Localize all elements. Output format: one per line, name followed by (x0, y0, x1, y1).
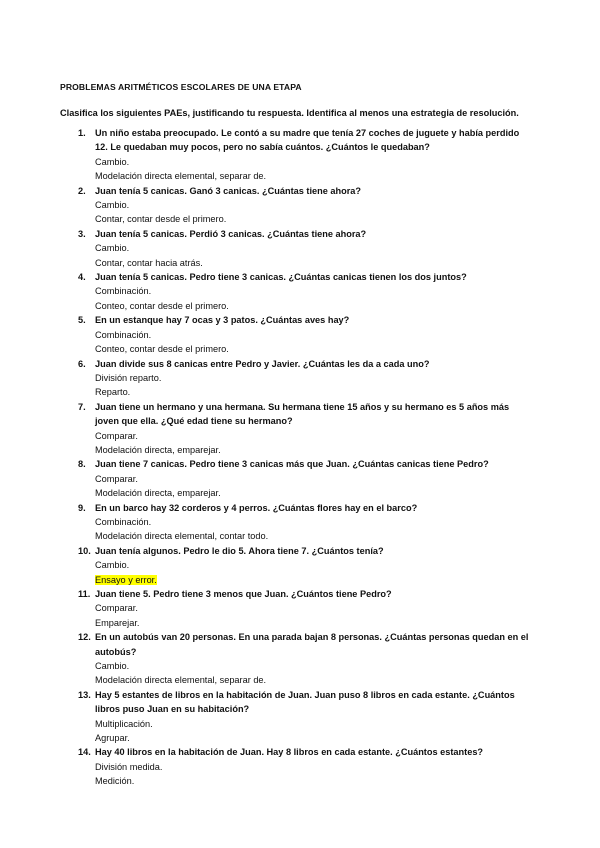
problem-type: Comparar. (95, 473, 138, 484)
problem-item (60, 357, 530, 400)
problem-question: En un autobús van 20 personas. En una parada bajan 8 personas. ¿Cuántas personas quedan en el autobús? (95, 632, 529, 657)
problem-strategy (95, 256, 530, 270)
problem-number: 2. (78, 185, 86, 196)
problem-question: Hay 40 libros en la habitación de Juan. Hay 8 libros en cada estante. ¿Cuántos estantes? (95, 747, 484, 758)
problem-item (60, 630, 530, 688)
problem-strategy (95, 486, 530, 500)
problem-strategy-text: Modelación directa elemental, separar de. (95, 171, 267, 182)
problem-strategy (95, 616, 530, 630)
problem-item (60, 745, 530, 788)
problem-strategy-text: Agrupar. (95, 733, 130, 744)
problem-strategy-text: Contar, contar desde el primero. (95, 214, 227, 225)
problem-strategy-text: Conteo, contar desde el primero. (95, 300, 229, 311)
problem-type: Cambio. (95, 560, 130, 571)
problem-strategy (95, 169, 530, 183)
problem-strategy (95, 573, 530, 587)
problem-type: Combinación. (95, 329, 152, 340)
problem-question: Juan tenía 5 canicas. Ganó 3 canicas. ¿Cuántas tiene ahora? (95, 185, 362, 196)
problem-number: 5. (78, 315, 86, 326)
problem-question: Juan divide sus 8 canicas entre Pedro y Javier. ¿Cuántas les da a cada uno? (95, 358, 430, 369)
problem-item (60, 227, 530, 270)
problem-item (60, 313, 530, 356)
problem-strategy-text: Conteo, contar desde el primero. (95, 344, 229, 355)
problem-type: Multiplicación. (95, 718, 153, 729)
problem-number: 1. (78, 128, 86, 138)
problem-number: 12. (78, 632, 91, 643)
problem-item (60, 457, 530, 500)
problem-strategy-text: Emparejar. (95, 617, 140, 628)
problem-question: Un niño estaba preocupado. Le contó a su madre que tenía 27 coches de juguete y había perdido 12. Le quedaban muy pocos, pero no sabía cuántos. ¿Cuántos le quedaban? (95, 128, 520, 153)
problem-type: Combinación. (95, 516, 152, 527)
problem-question: Juan tenía 5 canicas. Pedro tiene 3 canicas. ¿Cuántas canicas tienen los dos juntos? (95, 272, 467, 283)
problem-question: En un estanque hay 7 ocas y 3 patos. ¿Cuántas aves hay? (95, 315, 350, 326)
problem-type: Combinación. (95, 286, 152, 297)
problem-strategy (95, 731, 530, 745)
problem-number: 6. (78, 358, 86, 369)
problem-type: Cambio. (95, 156, 130, 167)
problem-question: En un barco hay 32 corderos y 4 perros. ¿Cuántas flores hay en el barco? (95, 502, 418, 513)
problem-item (60, 544, 530, 587)
problem-question: Juan tenía algunos. Pedro le dio 5. Ahora tiene 7. ¿Cuántos tenía? (95, 545, 384, 556)
problem-type: Comparar. (95, 430, 138, 441)
problem-type: Cambio. (95, 243, 130, 254)
problem-type: Cambio. (95, 200, 130, 211)
problem-number: 13. (78, 689, 91, 700)
problem-strategy-text: Contar, contar hacia atrás. (95, 257, 203, 268)
problem-strategy (95, 529, 530, 543)
problem-number: 7. (78, 401, 86, 412)
problem-number: 8. (78, 459, 86, 470)
problem-number: 3. (78, 228, 86, 239)
problem-item (60, 501, 530, 544)
problem-number: 10. (78, 545, 91, 556)
problem-question: Hay 5 estantes de libros en la habitación de Juan. Juan puso 8 libros en cada estante. ¿Cuántos libros puso Juan en su habitación? (95, 689, 515, 715)
problem-type: División reparto. (95, 372, 162, 383)
problem-number: 9. (78, 502, 86, 513)
problem-strategy-text: Modelación directa, emparejar. (95, 444, 221, 455)
problem-strategy-text: Medición. (95, 776, 135, 787)
problem-type: División medida. (95, 761, 163, 772)
problem-question: Juan tenía 5 canicas. Perdió 3 canicas. ¿Cuántas tiene ahora? (95, 228, 367, 239)
problem-type: Cambio. (95, 661, 130, 672)
document-title: PROBLEMAS ARITMÉTICOS ESCOLARES DE UNA ETAPA (60, 82, 302, 92)
problem-number: 14. (78, 747, 91, 758)
problem-question: Juan tiene 7 canicas. Pedro tiene 3 canicas más que Juan. ¿Cuántas canicas tiene Pedro? (95, 459, 489, 470)
problem-strategy (95, 443, 530, 457)
instructions: Clasifica los siguientes PAEs, justificando tu respuesta. Identifica al menos una estrategia de resolución. (60, 108, 519, 118)
problem-strategy-text: Modelación directa elemental, separar de. (95, 675, 267, 686)
problem-strategy-text: Ensayo y error. (95, 574, 157, 585)
problem-item (60, 184, 530, 227)
problem-strategy-text: Modelación directa, emparejar. (95, 488, 221, 499)
problem-strategy (95, 212, 530, 226)
problem-list (60, 126, 530, 789)
problem-item (60, 688, 530, 746)
problem-strategy-text: Modelación directa elemental, contar todo. (95, 531, 269, 542)
problem-type: Comparar. (95, 603, 138, 614)
problem-strategy (95, 385, 530, 399)
problem-strategy-text: Reparto. (95, 387, 131, 398)
problem-strategy (95, 774, 530, 788)
problem-question: Juan tiene 5. Pedro tiene 3 menos que Juan. ¿Cuántos tiene Pedro? (95, 589, 392, 599)
problem-item (60, 270, 530, 313)
problem-number: 11. (78, 589, 91, 599)
problem-item (60, 400, 530, 458)
problem-question: Juan tiene un hermano y una hermana. Su hermana tiene 15 años y su hermano es 5 años más joven que ella. ¿Qué edad tiene su hermano? (95, 401, 510, 427)
problem-strategy (95, 342, 530, 356)
problem-strategy (95, 673, 530, 687)
problem-strategy (95, 299, 530, 313)
problem-item (60, 587, 530, 630)
problem-number: 4. (78, 272, 86, 283)
problem-item (60, 126, 530, 184)
